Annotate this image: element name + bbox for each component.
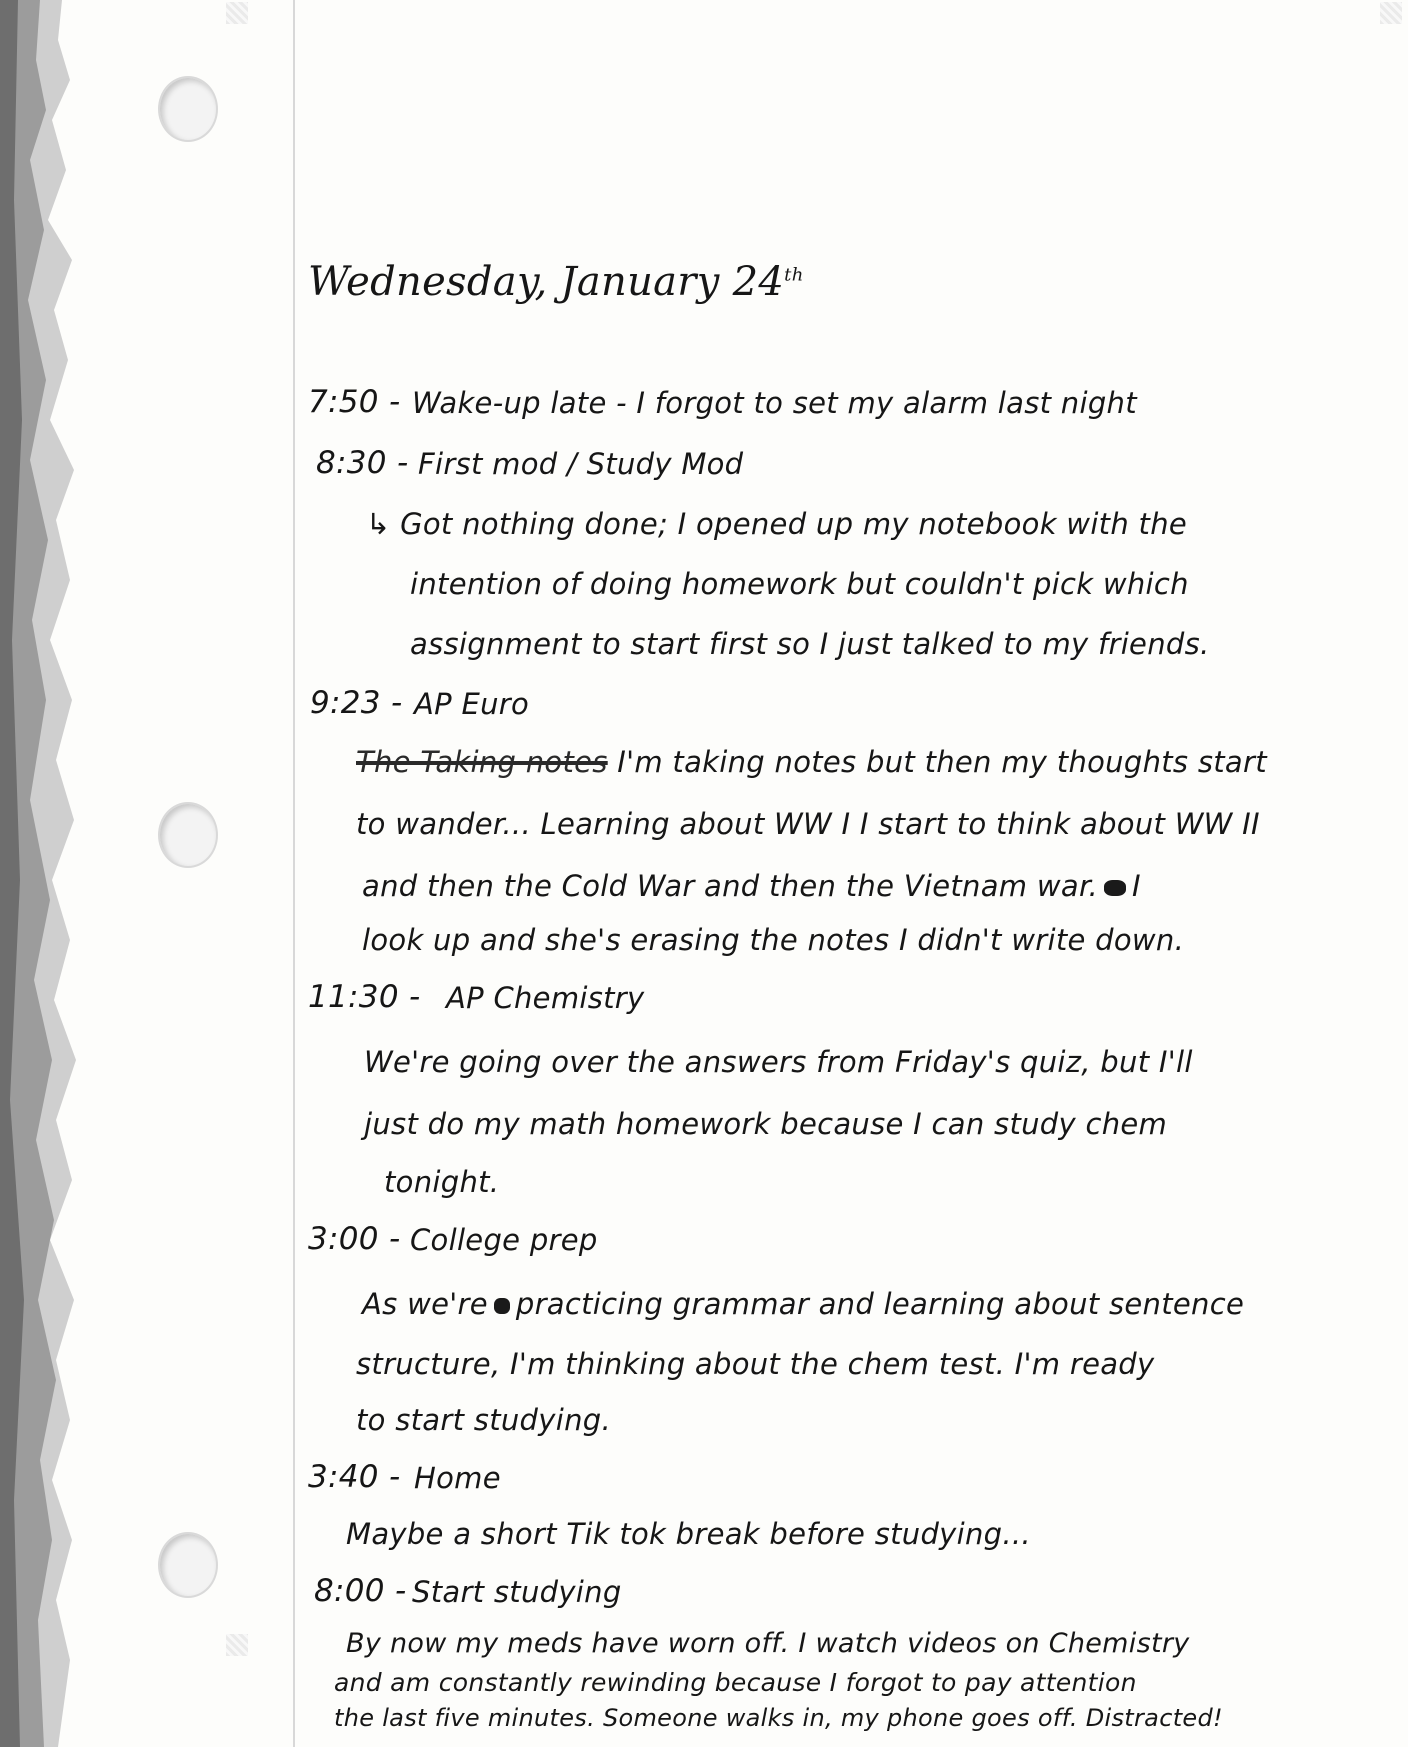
- entry-text-line: to start studying.: [356, 1403, 611, 1437]
- binder-hole: [158, 802, 218, 868]
- entry-time: 8:00 -: [314, 1573, 407, 1609]
- entry-label: Wake-up late - I forgot to set my alarm last night: [412, 386, 1137, 420]
- entry-label: AP Chemistry: [446, 981, 645, 1015]
- torn-paper-edge: [0, 0, 110, 1747]
- page-corner-mark: [226, 1634, 248, 1656]
- scribble-mark: [1104, 880, 1126, 896]
- entry-label: Home: [414, 1461, 501, 1495]
- entry-text-line: As we're: [362, 1287, 488, 1321]
- entry-time: 7:50 -: [308, 384, 401, 420]
- entry-line-with-scribble: [362, 1287, 1245, 1321]
- scribble-mark: [494, 1298, 510, 1314]
- entry-time: 9:23 -: [310, 685, 403, 721]
- entry-text-line: Maybe a short Tik tok break before studying...: [346, 1517, 1031, 1551]
- entry-text-line: the last five minutes. Someone walks in, my phone goes off. Distracted!: [334, 1704, 1223, 1732]
- entry-time: 3:00 -: [308, 1221, 401, 1257]
- page-title: Wednesday, January 24th: [308, 259, 804, 305]
- binder-hole: [158, 76, 218, 142]
- entry-text-line: We're going over the answers from Friday's quiz, but I'll: [364, 1045, 1193, 1079]
- title-suffix: th: [784, 264, 804, 286]
- entry-label: College prep: [410, 1223, 598, 1257]
- entry-text-line: just do my math homework because I can study chem: [364, 1107, 1168, 1141]
- entry-text-line: look up and she's erasing the notes I didn't write down.: [362, 923, 1185, 957]
- entry-time: 8:30 -: [316, 445, 409, 481]
- entry-first-line: [356, 745, 1267, 779]
- entry-text-line: practicing grammar and learning about sentence: [515, 1287, 1245, 1321]
- entry-label: Start studying: [412, 1575, 622, 1609]
- entry-text-line: By now my meds have worn off. I watch videos on Chemistry: [346, 1628, 1190, 1659]
- entry-time: 3:40 -: [308, 1459, 401, 1495]
- entry-text-line: structure, I'm thinking about the chem test. I'm ready: [356, 1347, 1155, 1381]
- entry-text-line: ↳ Got nothing done; I opened up my notebook with the: [366, 507, 1188, 541]
- entry-text-line: assignment to start first so I just talked to my friends.: [410, 627, 1210, 661]
- entry-text-line: intention of doing homework but couldn't pick which: [410, 567, 1189, 601]
- entry-label: First mod / Study Mod: [418, 447, 744, 481]
- entry-text-line: tonight.: [384, 1165, 500, 1199]
- page-corner-mark: [1380, 2, 1402, 24]
- page-corner-mark: [226, 2, 248, 24]
- entry-text-line: I'm taking notes but then my thoughts start: [617, 745, 1267, 779]
- entry-label: AP Euro: [414, 687, 530, 721]
- entry-text-line: I: [1132, 869, 1141, 903]
- entry-text-line: and then the Cold War and then the Vietnam war.: [362, 869, 1099, 903]
- margin-line: [293, 0, 295, 1747]
- entry-text-line: to wander... Learning about WW I I start to think about WW II: [356, 807, 1260, 841]
- entry-line-with-scribble: [362, 869, 1141, 903]
- binder-hole: [158, 1532, 218, 1598]
- crossed-out-text: The Taking notes: [356, 745, 608, 779]
- entry-text-line: and am constantly rewinding because I forgot to pay attention: [334, 1668, 1137, 1697]
- entry-time: 11:30 -: [308, 979, 421, 1015]
